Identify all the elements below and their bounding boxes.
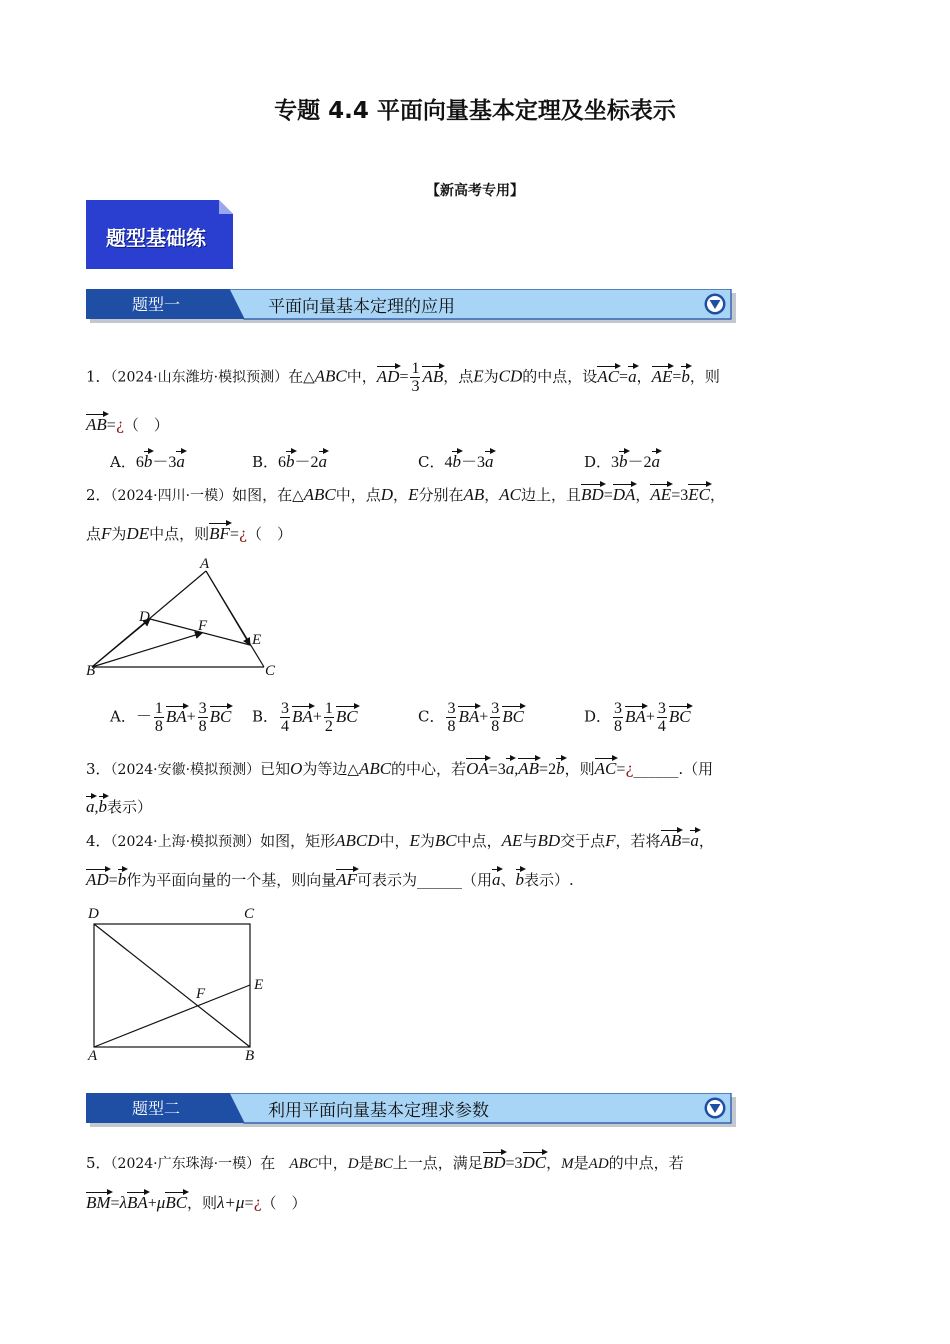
problem-2-option-b[interactable]: B． $\frac{3}{4}$ BA+ $\frac{1}{2}$ BC: [252, 700, 358, 735]
figure-label-c: C: [244, 906, 255, 922]
figure-label-f: F: [198, 618, 208, 634]
section-title: 利用平面向量基本定理求参数: [268, 1101, 489, 1121]
problem-2-option-d[interactable]: D． $\frac{3}{8}$ BA+ $\frac{3}{4}$ BC: [584, 700, 691, 735]
problem-1-option-d[interactable]: D．3b－2a: [584, 452, 661, 471]
figure-label-e: E: [252, 632, 262, 648]
chevron-down-icon[interactable]: [705, 294, 726, 315]
problem-2-option-a[interactable]: A．－ $\frac{1}{8}$ BA+ $\frac{3}{8}$ BC: [110, 700, 232, 735]
figure-label-e: E: [254, 977, 264, 993]
problem-5-line-2: BM=λBA+μBC，则λ+μ=¿（ ）: [86, 1193, 307, 1212]
problem-1-option-a[interactable]: A．6b－3a: [110, 452, 185, 471]
problem-5-line-1: 5．（2024·广东珠海·一模）在 ABC中，D是BC上一点，满足BD=3DC，M是AD的中点，若: [86, 1153, 684, 1172]
page-title: 专题 4.4 平面向量基本定理及坐标表示: [274, 98, 676, 124]
figure-label-f: F: [196, 986, 206, 1002]
triangle-figure: [82, 555, 282, 680]
problem-4-line-2: AD=b作为平面向量的一个基，则向量AF可表示为______（用a、b表示）.: [86, 870, 574, 889]
problem-1-line-2: AB=¿（ ）: [86, 415, 169, 434]
problem-2-line-2: 点F为DE中点，则BF=¿（ ）: [86, 524, 292, 543]
chevron-down-icon[interactable]: [705, 1098, 726, 1119]
rectangle-figure: [82, 900, 282, 1065]
figure-label-d: D: [139, 609, 150, 625]
problem-1-line-1: 1．（2024·山东潍坊·模拟预测）在△ABC中，AD= $\frac{1}{3}$ AB，点E为CD的中点，设AC=a，AE=b，则: [86, 360, 720, 395]
section-title: 平面向量基本定理的应用: [268, 297, 455, 317]
problem-3-line-1: 3．（2024·安徽·模拟预测）已知O为等边△ABC的中心，若OA=3a,AB=2b，则AC=¿______.（用: [86, 759, 714, 778]
problem-2-option-c[interactable]: C． $\frac{3}{8}$ BA+ $\frac{3}{8}$ BC: [418, 700, 525, 735]
section-header-2[interactable]: [86, 1093, 736, 1127]
section-label: 题型二: [132, 1099, 181, 1118]
problem-3-line-2: a,b表示）: [86, 797, 153, 816]
section-badge: [86, 200, 233, 269]
figure-label-b: B: [86, 663, 96, 679]
figure-label-c: C: [265, 663, 276, 679]
badge-label: 题型基础练: [106, 226, 206, 250]
problem-1-option-b[interactable]: B．6b－2a: [252, 452, 328, 471]
problem-4-line-1: 4．（2024·上海·模拟预测）如图，矩形ABCD中，E为BC中点，AE与BD交于点F，若将AB=a，: [86, 831, 714, 850]
section-header-1[interactable]: [86, 289, 736, 323]
problem-2-line-1: 2．（2024·四川·一模）如图，在△ABC中，点D，E分别在AB，AC边上，且BD=DA，AE=3EC，: [86, 485, 725, 504]
figure-label-d: D: [88, 906, 99, 922]
page-subtitle: 【新高考专用】: [426, 183, 524, 199]
problem-1-option-c[interactable]: C．4b－3a: [418, 452, 494, 471]
section-label: 题型一: [132, 295, 181, 314]
figure-label-b: B: [245, 1048, 255, 1064]
figure-label-a: A: [88, 1048, 98, 1064]
figure-label-a: A: [200, 556, 210, 572]
